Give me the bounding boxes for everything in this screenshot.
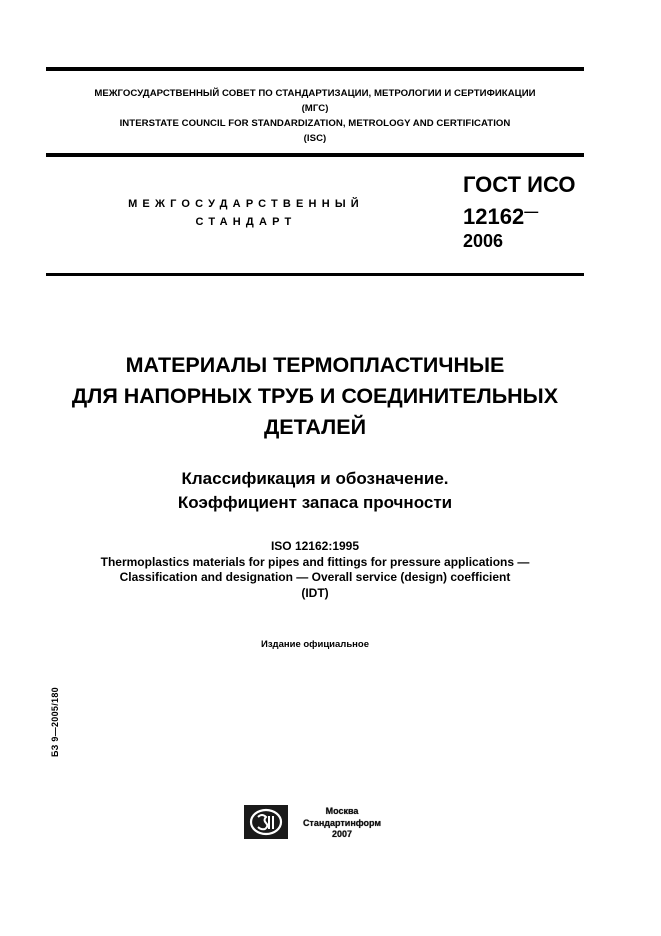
subtitle-line1: Классификация и обозначение.	[181, 469, 449, 488]
subtitle-line2: Коэффициент запаса прочности	[177, 493, 453, 512]
designation-number-line	[463, 198, 575, 230]
iso-title-en-line1: Thermoplastics materials for pipes and fittings for pressure applications —	[100, 554, 530, 569]
council-abbr-en: (ISC)	[303, 133, 327, 144]
council-header	[46, 86, 584, 146]
designation-prefix: ГОСТ ИСО	[463, 172, 576, 197]
side-registration-code: БЗ 9—2005/180	[50, 687, 60, 757]
publisher-city: Москва	[325, 806, 359, 816]
document-subtitle	[30, 467, 600, 515]
publisher-logo-icon	[244, 805, 288, 839]
designation-number: 12162	[463, 204, 525, 229]
designation-bottom-rule	[46, 273, 584, 276]
standard-type	[110, 195, 382, 231]
standard-type-line2: СТАНДАРТ	[195, 216, 297, 228]
title-line1: МАТЕРИАЛЫ ТЕРМОПЛАСТИЧНЫЕ	[125, 353, 505, 377]
iso-title-en-line2: Classification and designation — Overall service (design) coefficient	[119, 570, 511, 584]
publisher-year: 2007	[331, 829, 353, 839]
council-name-en: INTERSTATE COUNCIL FOR STANDARDIZATION, METROLOGY AND CERTIFICATION	[119, 118, 511, 129]
header-bottom-rule	[46, 153, 584, 157]
edition-note: Издание официальное	[261, 639, 369, 650]
title-line2: ДЛЯ НАПОРНЫХ ТРУБ И СОЕДИНИТЕЛЬНЫХ	[71, 384, 559, 408]
iso-equivalence: (IDT)	[301, 585, 329, 600]
top-rule	[46, 67, 584, 71]
standard-designation	[463, 172, 575, 252]
publisher-logo-graphic	[244, 805, 288, 839]
publisher-imprint	[292, 806, 392, 841]
title-line3: ДЕТАЛЕЙ	[263, 415, 367, 439]
publisher-name: Стандартинформ	[302, 817, 382, 828]
council-abbr-ru: (МГС)	[301, 103, 329, 114]
standard-type-line1: МЕЖГОСУДАРСТВЕННЫЙ	[128, 198, 364, 210]
designation-dash: —	[524, 203, 539, 219]
iso-reference-block	[30, 539, 600, 601]
document-title	[30, 350, 600, 443]
iso-reference: ISO 12162:1995	[270, 539, 360, 553]
council-name-ru: МЕЖГОСУДАРСТВЕННЫЙ СОВЕТ ПО СТАНДАРТИЗАЦИИ, МЕТРОЛОГИИ И СЕРТИФИКАЦИИ	[94, 88, 536, 99]
designation-year: 2006	[463, 231, 504, 251]
